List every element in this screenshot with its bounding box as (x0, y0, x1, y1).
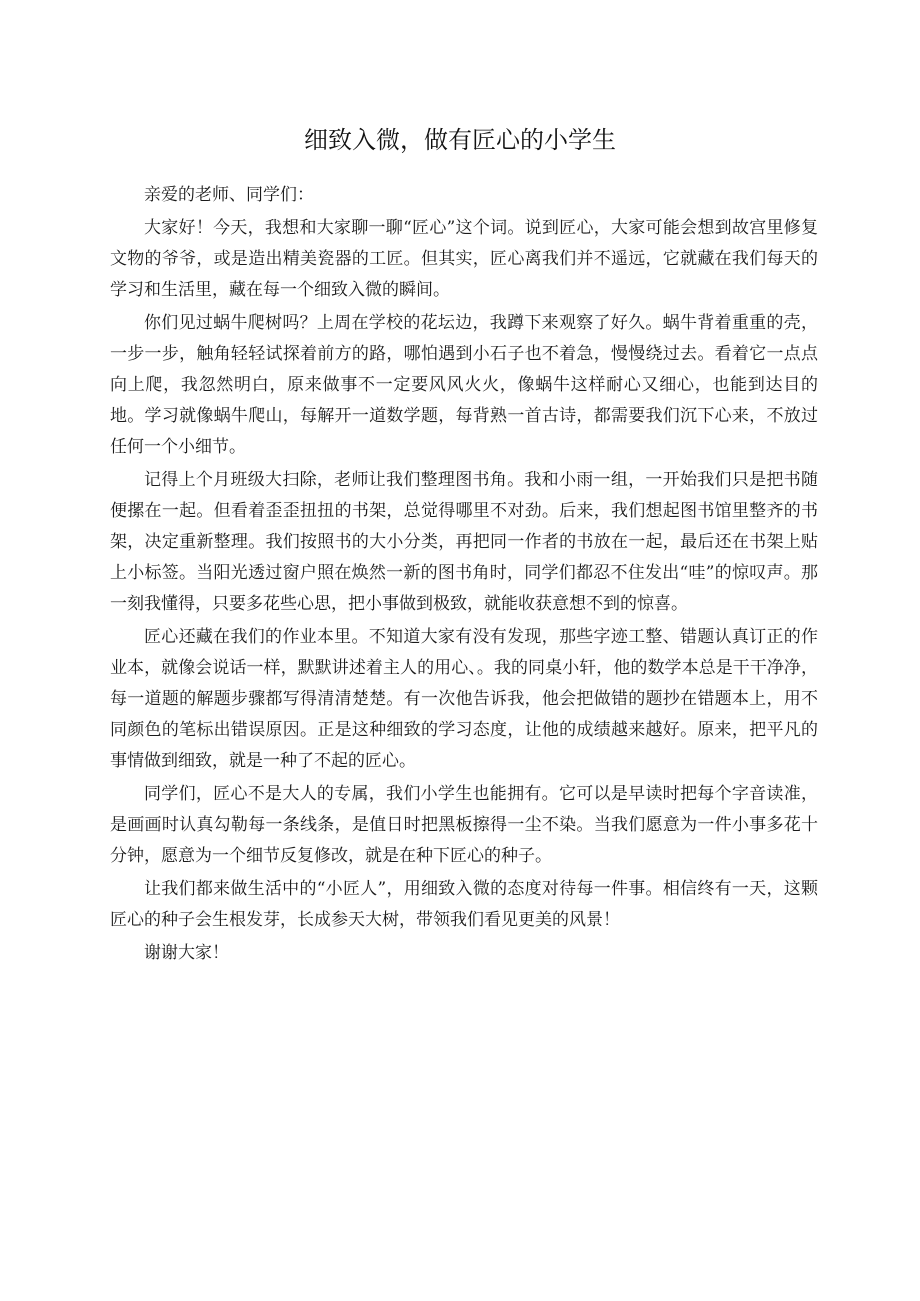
paragraph-closing: 让我们都来做生活中的“小匠人”，用细致入微的态度对待每一件事。相信终有一天，这颗匠心的种子会生根发芽，长成参天大树，带领我们看见更美的风景！ (110, 879, 818, 930)
page-title: 细致入微，做有匠心的小学生 (304, 126, 616, 154)
paragraph-snail: 你们见过蜗牛爬树吗？上周在学校的花坛边，我蹲下来观察了好久。蜗牛背着重重的壳，一步一步，触角轻轻试探着前方的路，哪怕遇到小石子也不着急，慢慢绕过去。看着它一点点向上爬，我忽然明白，原来做事不一定要风风火火，像蜗牛这样耐心又细心，也能到达目的地。学习就像蜗牛爬山，每解开一道数学题，每背熟一首古诗，都需要我们沉下心来，不放过任何一个小细节。 (110, 313, 818, 457)
paragraph-homework: 匠心还藏在我们的作业本里。不知道大家有没有发现，那些字迹工整、错题认真订正的作业本，就像会说话一样，默默讲述着主人的用心、。我的同桌小轩，他的数学本总是干干净净，每一道题的解题步骤都写得清清楚楚。有一次他告诉我，他会把做错的题抄在错题本上，用不同颜色的笔标出错误原因。正是这种细致的学习态度，让他的成绩越来越好。原来，把平凡的事情做到细致，就是一种了不起的匠心。 (110, 627, 818, 771)
paragraph-thanks: 谢谢大家！ (144, 943, 229, 963)
paragraph-intro: 大家好！今天，我想和大家聊一聊“匠心”这个词。说到匠心，大家可能会想到故宫里修复文物的爷爷，或是造出精美瓷器的工匠。但其实，匠心离我们并不遥远，它就藏在我们每天的学习和生活里，藏在每一个细致入微的瞬间。 (110, 218, 818, 300)
paragraph-students: 同学们，匠心不是大人的专属，我们小学生也能拥有。它可以是早读时把每个字音读准，是画画时认真勾勒每一条线条，是值日时把黑板擦得一尘不染。当我们愿意为一件小事多花十分钟，愿意为一个细节反复修改，就是在种下匠心的种子。 (110, 784, 818, 866)
document-body (110, 180, 818, 971)
paragraph-greeting: 亲爱的老师、同学们： (144, 185, 314, 205)
paragraph-bookshelf: 记得上个月班级大扫除，老师让我们整理图书角。我和小雨一组，一开始我们只是把书随便摞在一起。但看着歪歪扭扭的书架，总觉得哪里不对劲。后来，我们想起图书馆里整齐的书架，决定重新整理。我们按照书的大小分类，再把同一作者的书放在一起，最后还在书架上贴上小标签。当阳光透过窗户照在焕然一新的图书角时，同学们都忍不住发出“哇”的惊叹声。那一刻我懂得，只要多花些心思，把小事做到极致，就能收获意想不到的惊喜。 (110, 470, 818, 614)
